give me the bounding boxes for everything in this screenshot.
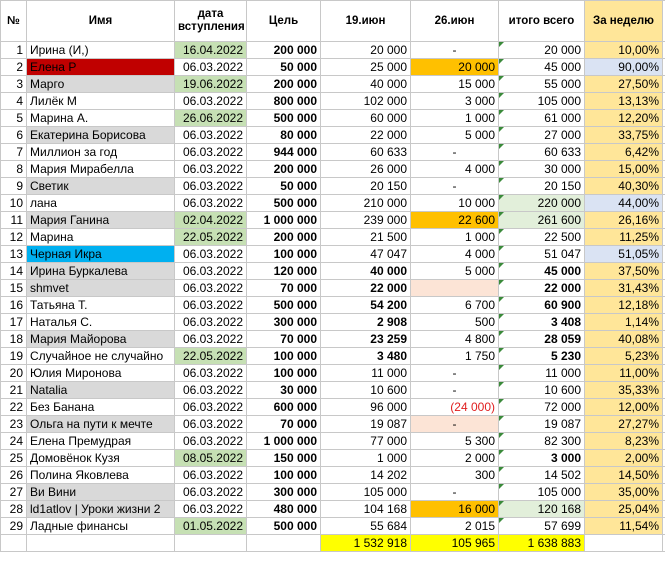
jun19-cell[interactable]: 21 500 xyxy=(321,229,411,246)
jun19-cell[interactable]: 104 168 xyxy=(321,501,411,518)
table-row xyxy=(1,127,665,144)
name-cell[interactable]: лана xyxy=(27,195,175,212)
total-cell[interactable]: 45 000 xyxy=(499,263,585,280)
jun19-cell[interactable]: 11 000 xyxy=(321,365,411,382)
jun19-cell[interactable]: 60 000 xyxy=(321,110,411,127)
row-number-cell[interactable]: 25 xyxy=(1,450,27,467)
header-name[interactable]: Имя xyxy=(27,1,175,42)
table-row xyxy=(1,416,665,433)
date-cell[interactable]: 06.03.2022 xyxy=(175,467,247,484)
date-cell[interactable]: 06.03.2022 xyxy=(175,59,247,76)
total-cell[interactable]: 105 000 xyxy=(499,484,585,501)
goal-cell[interactable]: 944 000 xyxy=(247,144,321,161)
jun19-cell[interactable]: 14 202 xyxy=(321,467,411,484)
goal-cell[interactable]: 200 000 xyxy=(247,76,321,93)
date-cell[interactable]: 16.04.2022 xyxy=(175,42,247,59)
row-number-cell[interactable]: 5 xyxy=(1,110,27,127)
row-number-cell[interactable]: 11 xyxy=(1,212,27,229)
date-cell[interactable]: 06.03.2022 xyxy=(175,93,247,110)
date-cell[interactable]: 06.03.2022 xyxy=(175,161,247,178)
name-cell[interactable]: shmvet xyxy=(27,280,175,297)
jun26-cell[interactable]: 4 000 xyxy=(411,161,499,178)
jun26-cell[interactable]: 1 000 xyxy=(411,110,499,127)
goal-cell[interactable]: 500 000 xyxy=(247,518,321,535)
week-percent-cell[interactable]: 27,50% xyxy=(585,76,663,93)
row-number-cell[interactable]: 3 xyxy=(1,76,27,93)
jun19-cell[interactable]: 1 000 xyxy=(321,450,411,467)
row-number-cell[interactable]: 24 xyxy=(1,433,27,450)
jun19-cell[interactable]: 210 000 xyxy=(321,195,411,212)
date-cell[interactable]: 06.03.2022 xyxy=(175,416,247,433)
total-cell[interactable]: 11 000 xyxy=(499,365,585,382)
date-cell[interactable]: 06.03.2022 xyxy=(175,127,247,144)
jun19-cell[interactable]: 25 000 xyxy=(321,59,411,76)
goal-cell[interactable]: 300 000 xyxy=(247,484,321,501)
table-row xyxy=(1,144,665,161)
name-cell[interactable]: Татьяна Т. xyxy=(27,297,175,314)
date-cell[interactable]: 06.03.2022 xyxy=(175,501,247,518)
name-cell[interactable]: Ирина Буркалева xyxy=(27,263,175,280)
jun26-cell[interactable]: - xyxy=(411,382,499,399)
week-percent-cell[interactable]: 40,08% xyxy=(585,331,663,348)
date-cell[interactable]: 06.03.2022 xyxy=(175,484,247,501)
jun26-cell[interactable]: - xyxy=(411,484,499,501)
table-row xyxy=(1,501,665,518)
name-cell[interactable]: Елена Премудрая xyxy=(27,433,175,450)
goal-cell[interactable]: 150 000 xyxy=(247,450,321,467)
jun26-cell[interactable]: 5 000 xyxy=(411,263,499,280)
table-row xyxy=(1,110,665,127)
table-row xyxy=(1,450,665,467)
date-cell[interactable]: 19.06.2022 xyxy=(175,76,247,93)
goal-cell[interactable]: 70 000 xyxy=(247,416,321,433)
jun19-cell[interactable]: 102 000 xyxy=(321,93,411,110)
table-row xyxy=(1,382,665,399)
total-cell[interactable]: 10 600 xyxy=(499,382,585,399)
week-percent-cell[interactable]: 27,27% xyxy=(585,416,663,433)
week-percent-cell[interactable]: 25,04% xyxy=(585,501,663,518)
table-row xyxy=(1,433,665,450)
week-percent-cell[interactable]: 35,00% xyxy=(585,484,663,501)
goal-cell[interactable]: 100 000 xyxy=(247,365,321,382)
total-cell[interactable]: 22 000 xyxy=(499,280,585,297)
week-percent-cell[interactable]: 26,16% xyxy=(585,212,663,229)
name-cell[interactable]: Лилёк М xyxy=(27,93,175,110)
table-row xyxy=(1,467,665,484)
empty-cell[interactable] xyxy=(247,535,321,552)
date-cell[interactable]: 06.03.2022 xyxy=(175,246,247,263)
week-percent-cell[interactable]: 11,00% xyxy=(585,365,663,382)
goal-cell[interactable]: 1 000 000 xyxy=(247,433,321,450)
total-cell[interactable]: 82 300 xyxy=(499,433,585,450)
row-number-cell[interactable]: 15 xyxy=(1,280,27,297)
jun19-cell[interactable]: 105 000 xyxy=(321,484,411,501)
header-date[interactable]: дата вступления xyxy=(175,1,247,42)
week-percent-cell[interactable]: 15,00% xyxy=(585,161,663,178)
jun19-cell[interactable]: 40 000 xyxy=(321,263,411,280)
week-percent-cell[interactable]: 11,54% xyxy=(585,518,663,535)
date-cell[interactable]: 26.06.2022 xyxy=(175,110,247,127)
row-number-cell[interactable]: 4 xyxy=(1,93,27,110)
total-cell[interactable]: 45 000 xyxy=(499,59,585,76)
name-cell[interactable]: Ладные финансы xyxy=(27,518,175,535)
goal-cell[interactable]: 200 000 xyxy=(247,161,321,178)
row-number-cell[interactable]: 12 xyxy=(1,229,27,246)
total-cell[interactable]: 60 900 xyxy=(499,297,585,314)
name-cell[interactable]: Ольга на пути к мечте xyxy=(27,416,175,433)
total-jun26-cell[interactable]: 105 965 xyxy=(411,535,499,552)
week-percent-cell[interactable]: 37,50% xyxy=(585,263,663,280)
name-cell[interactable]: Светик xyxy=(27,178,175,195)
name-cell[interactable]: Домовёнок Кузя xyxy=(27,450,175,467)
total-cell[interactable]: 28 059 xyxy=(499,331,585,348)
week-percent-cell[interactable]: 35,33% xyxy=(585,382,663,399)
goal-cell[interactable]: 1 000 000 xyxy=(247,212,321,229)
table-row xyxy=(1,76,665,93)
row-number-cell[interactable]: 23 xyxy=(1,416,27,433)
table-row xyxy=(1,484,665,501)
total-cell[interactable]: 105 000 xyxy=(499,93,585,110)
row-number-cell[interactable]: 19 xyxy=(1,348,27,365)
table-row xyxy=(1,331,665,348)
table-row xyxy=(1,195,665,212)
week-percent-cell[interactable]: 8,23% xyxy=(585,433,663,450)
total-cell[interactable]: 220 000 xyxy=(499,195,585,212)
jun26-cell[interactable]: 22 600 xyxy=(411,212,499,229)
jun26-cell[interactable]: - xyxy=(411,178,499,195)
goal-cell[interactable]: 100 000 xyxy=(247,467,321,484)
goal-cell[interactable]: 500 000 xyxy=(247,297,321,314)
name-cell[interactable]: Марина А. xyxy=(27,110,175,127)
header-jun26[interactable]: 26.июн xyxy=(411,1,499,42)
date-cell[interactable]: 06.03.2022 xyxy=(175,263,247,280)
total-cell[interactable]: 57 699 xyxy=(499,518,585,535)
goal-cell[interactable]: 100 000 xyxy=(247,348,321,365)
jun26-cell[interactable]: 5 300 xyxy=(411,433,499,450)
jun26-cell[interactable]: 10 000 xyxy=(411,195,499,212)
date-cell[interactable]: 06.03.2022 xyxy=(175,178,247,195)
row-number-cell[interactable]: 7 xyxy=(1,144,27,161)
week-percent-cell[interactable]: 6,42% xyxy=(585,144,663,161)
totals-row xyxy=(1,535,665,552)
name-cell[interactable]: Мария Ганина xyxy=(27,212,175,229)
goal-cell[interactable]: 200 000 xyxy=(247,42,321,59)
header-row xyxy=(1,1,665,42)
jun26-cell[interactable]: 20 000 xyxy=(411,59,499,76)
row-number-cell[interactable]: 22 xyxy=(1,399,27,416)
week-percent-cell[interactable]: 12,00% xyxy=(585,399,663,416)
total-cell[interactable]: 30 000 xyxy=(499,161,585,178)
jun26-cell[interactable]: 2 000 xyxy=(411,450,499,467)
date-cell[interactable]: 06.03.2022 xyxy=(175,297,247,314)
table-row xyxy=(1,314,665,331)
row-number-cell[interactable]: 29 xyxy=(1,518,27,535)
goal-cell[interactable]: 120 000 xyxy=(247,263,321,280)
jun26-cell[interactable]: 15 000 xyxy=(411,76,499,93)
date-cell[interactable]: 06.03.2022 xyxy=(175,331,247,348)
header-jun19[interactable]: 19.июн xyxy=(321,1,411,42)
jun26-cell[interactable]: 4 800 xyxy=(411,331,499,348)
goal-cell[interactable]: 50 000 xyxy=(247,178,321,195)
jun26-cell[interactable]: 16 000 xyxy=(411,501,499,518)
empty-cell[interactable] xyxy=(1,535,27,552)
total-cell[interactable]: 14 502 xyxy=(499,467,585,484)
row-number-cell[interactable]: 14 xyxy=(1,263,27,280)
row-number-cell[interactable]: 21 xyxy=(1,382,27,399)
goal-cell[interactable]: 300 000 xyxy=(247,314,321,331)
date-cell[interactable]: 08.05.2022 xyxy=(175,450,247,467)
jun19-cell[interactable]: 55 684 xyxy=(321,518,411,535)
week-percent-cell[interactable]: 90,00% xyxy=(585,59,663,76)
jun26-cell[interactable]: 500 xyxy=(411,314,499,331)
date-cell[interactable]: 06.03.2022 xyxy=(175,399,247,416)
table-row xyxy=(1,161,665,178)
row-number-cell[interactable]: 9 xyxy=(1,178,27,195)
week-percent-cell[interactable]: 13,13% xyxy=(585,93,663,110)
header-goal[interactable]: Цель xyxy=(247,1,321,42)
table-row xyxy=(1,212,665,229)
row-number-cell[interactable]: 1 xyxy=(1,42,27,59)
goal-cell[interactable]: 80 000 xyxy=(247,127,321,144)
row-number-cell[interactable]: 26 xyxy=(1,467,27,484)
total-cell[interactable]: 19 087 xyxy=(499,416,585,433)
week-percent-cell[interactable]: 10,00% xyxy=(585,42,663,59)
total-cell[interactable]: 3 000 xyxy=(499,450,585,467)
table-row xyxy=(1,246,665,263)
name-cell[interactable]: ld1atlov | Уроки жизни 2 xyxy=(27,501,175,518)
date-cell[interactable]: 06.03.2022 xyxy=(175,280,247,297)
total-sum-cell[interactable]: 1 638 883 xyxy=(499,535,585,552)
jun19-cell[interactable]: 20 150 xyxy=(321,178,411,195)
jun19-cell[interactable]: 54 200 xyxy=(321,297,411,314)
week-percent-cell[interactable]: 2,00% xyxy=(585,450,663,467)
row-number-cell[interactable]: 2 xyxy=(1,59,27,76)
jun26-cell[interactable]: 1 000 xyxy=(411,229,499,246)
row-number-cell[interactable]: 13 xyxy=(1,246,27,263)
week-percent-cell[interactable]: 5,23% xyxy=(585,348,663,365)
jun19-cell[interactable]: 23 259 xyxy=(321,331,411,348)
total-cell[interactable]: 3 408 xyxy=(499,314,585,331)
jun19-cell[interactable]: 3 480 xyxy=(321,348,411,365)
jun26-cell[interactable] xyxy=(411,280,499,297)
total-cell[interactable]: 51 047 xyxy=(499,246,585,263)
jun19-cell[interactable]: 239 000 xyxy=(321,212,411,229)
jun26-cell[interactable]: 5 000 xyxy=(411,127,499,144)
table-row xyxy=(1,42,665,59)
name-cell[interactable]: Без Банана xyxy=(27,399,175,416)
jun19-cell[interactable]: 47 047 xyxy=(321,246,411,263)
name-cell[interactable]: Наталья С. xyxy=(27,314,175,331)
name-cell[interactable]: Ви Вини xyxy=(27,484,175,501)
jun19-cell[interactable]: 22 000 xyxy=(321,127,411,144)
total-cell[interactable]: 5 230 xyxy=(499,348,585,365)
total-cell[interactable]: 261 600 xyxy=(499,212,585,229)
name-cell[interactable]: Юлия Миронова xyxy=(27,365,175,382)
week-percent-cell[interactable]: 40,30% xyxy=(585,178,663,195)
name-cell[interactable]: Мария Мирабелла xyxy=(27,161,175,178)
total-cell[interactable]: 22 500 xyxy=(499,229,585,246)
jun26-cell[interactable]: - xyxy=(411,144,499,161)
header-total[interactable]: итого всего xyxy=(499,1,585,42)
goal-cell[interactable]: 600 000 xyxy=(247,399,321,416)
jun19-cell[interactable]: 77 000 xyxy=(321,433,411,450)
week-percent-cell[interactable]: 51,05% xyxy=(585,246,663,263)
row-number-cell[interactable]: 20 xyxy=(1,365,27,382)
goal-cell[interactable]: 100 000 xyxy=(247,246,321,263)
jun26-cell[interactable]: 1 750 xyxy=(411,348,499,365)
date-cell[interactable]: 06.03.2022 xyxy=(175,382,247,399)
week-percent-cell[interactable]: 14,50% xyxy=(585,467,663,484)
goal-cell[interactable]: 50 000 xyxy=(247,59,321,76)
jun26-cell[interactable]: 300 xyxy=(411,467,499,484)
date-cell[interactable]: 06.03.2022 xyxy=(175,365,247,382)
date-cell[interactable]: 22.05.2022 xyxy=(175,229,247,246)
jun19-cell[interactable]: 10 600 xyxy=(321,382,411,399)
row-number-cell[interactable]: 6 xyxy=(1,127,27,144)
name-cell[interactable]: Случайное не случайно xyxy=(27,348,175,365)
date-cell[interactable]: 06.03.2022 xyxy=(175,195,247,212)
table-row xyxy=(1,518,665,535)
jun26-cell[interactable]: 3 000 xyxy=(411,93,499,110)
total-cell[interactable]: 60 633 xyxy=(499,144,585,161)
table-row xyxy=(1,93,665,110)
jun19-cell[interactable]: 60 633 xyxy=(321,144,411,161)
table-row xyxy=(1,280,665,297)
week-percent-cell[interactable]: 33,75% xyxy=(585,127,663,144)
header-week[interactable]: За неделю xyxy=(585,1,663,42)
total-cell[interactable]: 120 168 xyxy=(499,501,585,518)
goal-cell[interactable]: 800 000 xyxy=(247,93,321,110)
goal-cell[interactable]: 480 000 xyxy=(247,501,321,518)
week-percent-cell[interactable]: 12,18% xyxy=(585,297,663,314)
date-cell[interactable]: 22.05.2022 xyxy=(175,348,247,365)
jun26-cell[interactable]: - xyxy=(411,42,499,59)
jun19-cell[interactable]: 26 000 xyxy=(321,161,411,178)
row-number-cell[interactable]: 10 xyxy=(1,195,27,212)
date-cell[interactable]: 02.04.2022 xyxy=(175,212,247,229)
jun19-cell[interactable]: 96 000 xyxy=(321,399,411,416)
week-percent-cell[interactable]: 44,00% xyxy=(585,195,663,212)
table-row xyxy=(1,178,665,195)
jun26-cell[interactable]: - xyxy=(411,365,499,382)
goal-cell[interactable]: 30 000 xyxy=(247,382,321,399)
goal-cell[interactable]: 70 000 xyxy=(247,280,321,297)
jun19-cell[interactable]: 20 000 xyxy=(321,42,411,59)
table-row xyxy=(1,297,665,314)
table-row xyxy=(1,365,665,382)
jun19-cell[interactable]: 19 087 xyxy=(321,416,411,433)
week-percent-cell[interactable]: 31,43% xyxy=(585,280,663,297)
total-cell[interactable]: 20 150 xyxy=(499,178,585,195)
empty-cell[interactable] xyxy=(175,535,247,552)
jun19-cell[interactable]: 40 000 xyxy=(321,76,411,93)
name-cell[interactable]: Екатерина Борисова xyxy=(27,127,175,144)
total-jun19-cell[interactable]: 1 532 918 xyxy=(321,535,411,552)
date-cell[interactable]: 06.03.2022 xyxy=(175,314,247,331)
total-cell[interactable]: 20 000 xyxy=(499,42,585,59)
row-number-cell[interactable]: 16 xyxy=(1,297,27,314)
goal-cell[interactable]: 500 000 xyxy=(247,110,321,127)
name-cell[interactable]: Мария Майорова xyxy=(27,331,175,348)
jun26-cell[interactable]: 4 000 xyxy=(411,246,499,263)
jun19-cell[interactable]: 22 000 xyxy=(321,280,411,297)
week-percent-cell[interactable]: 11,25% xyxy=(585,229,663,246)
row-number-cell[interactable]: 17 xyxy=(1,314,27,331)
jun26-cell[interactable]: 6 700 xyxy=(411,297,499,314)
week-percent-cell[interactable]: 12,20% xyxy=(585,110,663,127)
name-cell[interactable]: Миллион за год xyxy=(27,144,175,161)
table-row xyxy=(1,399,665,416)
jun19-cell[interactable]: 2 908 xyxy=(321,314,411,331)
total-cell[interactable]: 72 000 xyxy=(499,399,585,416)
goal-cell[interactable]: 70 000 xyxy=(247,331,321,348)
date-cell[interactable]: 01.05.2022 xyxy=(175,518,247,535)
name-cell[interactable]: Natalia xyxy=(27,382,175,399)
header-num[interactable]: № xyxy=(1,1,27,42)
row-number-cell[interactable]: 8 xyxy=(1,161,27,178)
table-row xyxy=(1,263,665,280)
total-cell[interactable]: 27 000 xyxy=(499,127,585,144)
date-cell[interactable]: 06.03.2022 xyxy=(175,433,247,450)
table-row xyxy=(1,348,665,365)
row-number-cell[interactable]: 28 xyxy=(1,501,27,518)
total-cell[interactable]: 55 000 xyxy=(499,76,585,93)
row-number-cell[interactable]: 18 xyxy=(1,331,27,348)
total-cell[interactable]: 61 000 xyxy=(499,110,585,127)
jun26-cell[interactable]: - xyxy=(411,416,499,433)
row-number-cell[interactable]: 27 xyxy=(1,484,27,501)
name-cell[interactable]: Черная Икра xyxy=(27,246,175,263)
goal-cell[interactable]: 200 000 xyxy=(247,229,321,246)
name-cell[interactable]: Ирина (И,) xyxy=(27,42,175,59)
date-cell[interactable]: 06.03.2022 xyxy=(175,144,247,161)
empty-cell[interactable] xyxy=(27,535,175,552)
table-row xyxy=(1,229,665,246)
name-cell[interactable]: Полина Яковлева xyxy=(27,467,175,484)
goal-cell[interactable]: 500 000 xyxy=(247,195,321,212)
name-cell[interactable]: Марина xyxy=(27,229,175,246)
jun26-cell[interactable]: (24 000) xyxy=(411,399,499,416)
jun26-cell[interactable]: 2 015 xyxy=(411,518,499,535)
name-cell[interactable]: Елена Р xyxy=(27,59,175,76)
week-percent-cell[interactable]: 1,14% xyxy=(585,314,663,331)
name-cell[interactable]: Марго xyxy=(27,76,175,93)
empty-cell[interactable] xyxy=(585,535,663,552)
table-row xyxy=(1,59,665,76)
